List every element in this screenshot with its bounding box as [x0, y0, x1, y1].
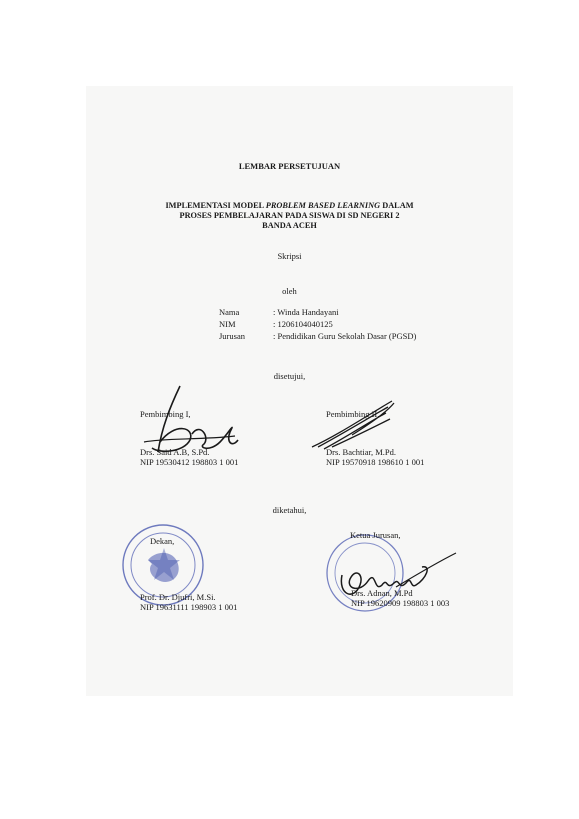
title-suffix: DALAM — [380, 201, 414, 210]
thesis-title-line2: PROSES PEMBELAJARAN PADA SISWA DI SD NEGERI 2 — [179, 211, 400, 220]
by-label: oleh — [282, 286, 297, 296]
thesis-title-line3: BANDA ACEH — [262, 221, 317, 230]
dean-nip: NIP 19631111 198903 1 001 — [140, 602, 238, 612]
supervisor1-role: Pembimbing I, — [140, 409, 191, 419]
head-role: Ketua Jurusan, — [350, 530, 401, 540]
supervisor1-nip: NIP 19530412 198803 1 001 — [140, 457, 239, 467]
acknowledged-label: diketahui, — [272, 505, 307, 515]
identity-label-department: Jurusan — [219, 331, 245, 341]
dean-name: Prof. Dr. Djufri, M.Si. — [140, 592, 216, 602]
identity-label-name: Nama — [219, 307, 240, 317]
title-italic: PROBLEM BASED LEARNING — [265, 201, 381, 210]
page-heading: LEMBAR PERSETUJUAN — [238, 161, 341, 171]
identity-value-department: : Pendidikan Guru Sekolah Dasar (PGSD) — [273, 331, 417, 341]
supervisor2-nip: NIP 19570918 198610 1 001 — [326, 457, 425, 467]
head-name: Drs. Adnan, M.Pd — [351, 588, 413, 598]
doc-type: Skripsi — [277, 251, 302, 261]
identity-label-nim: NIM — [219, 319, 236, 329]
identity-value-nim: : 1206104040125 — [273, 319, 333, 329]
dean-role: Dekan, — [150, 536, 175, 546]
identity-value-name: : Winda Handayani — [273, 307, 339, 317]
thesis-title-line1 — [0, 201, 579, 211]
title-prefix: IMPLEMENTASI MODEL — [165, 201, 266, 210]
supervisor2-role: Pembimbing II, — [326, 409, 380, 419]
supervisor1-name: Drs. Said A.B, S.Pd. — [140, 447, 210, 457]
head-nip: NIP 19620909 198803 1 003 — [351, 598, 450, 608]
approved-label: disetujui, — [273, 371, 306, 381]
signature-supervisor2 — [308, 395, 398, 455]
supervisor2-name: Drs. Bachtiar, M.Pd. — [326, 447, 397, 457]
